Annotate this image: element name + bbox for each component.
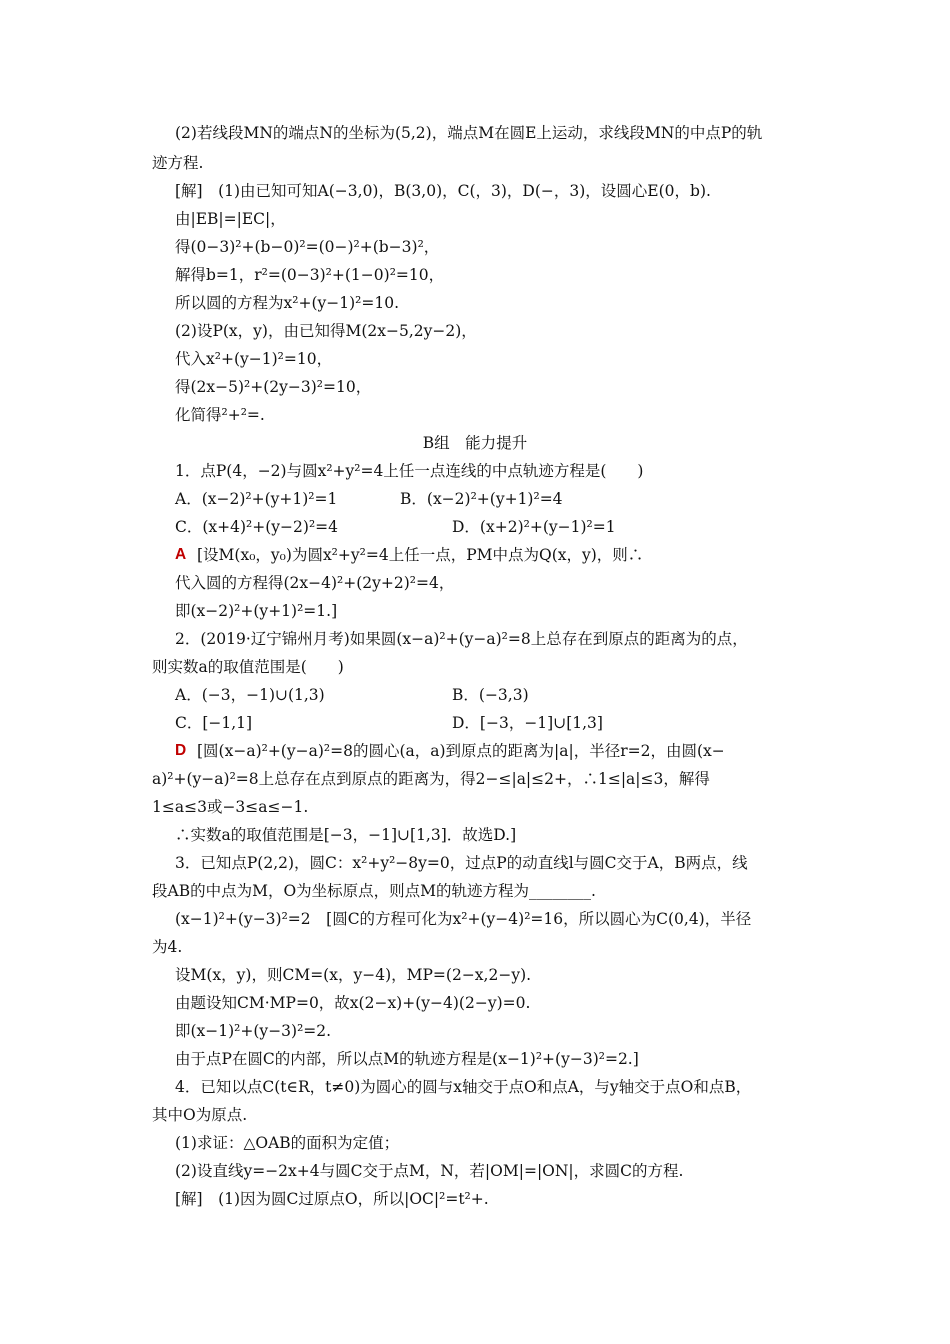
text-line: 由于点P在圆C的内部，所以点M的轨迹方程是(x−1)²+(y−3)²=2.] (175, 1050, 639, 1068)
text-line: 为4. (152, 938, 183, 956)
option-a: A．(x−2)²+(y+1)²=1 (175, 490, 338, 508)
text-line: 代入圆的方程得(2x−4)²+(2y+2)²=4， (175, 574, 455, 592)
text-line: (x−1)²+(y−3)²=2 [圆C的方程可化为x²+(y−4)²=16，所以圆心为C(0,4)，半径 (175, 910, 752, 928)
option-b: B．(x−2)²+(y+1)²=4 (400, 490, 563, 508)
question-2: 2．(2019·辽宁锦州月考)如果圆(x−a)²+(y−a)²=8上总存在到原点的距离为的点， (175, 630, 748, 648)
text-line: 得(0−3)²+(b−0)²=(0−)²+(b−3)²， (175, 238, 440, 256)
text-line: 设M(x，y)，则CM=(x，y−4)，MP=(2−x,2−y). (175, 966, 532, 984)
text-line: 得(2x−5)²+(2y−3)²=10， (175, 378, 372, 396)
text-line: [圆(x−a)²+(y−a)²=8的圆心(a，a)到原点的距离为|a|，半径r=2，由圆(x− (197, 742, 725, 760)
question-4: 4．已知以点C(t∈R，t≠0)为圆心的圆与x轴交于点O和点A，与y轴交于点O和点B， (175, 1078, 752, 1096)
answer-letter: A (175, 546, 187, 563)
text-line: 代入x²+(y−1)²=10， (175, 350, 333, 368)
text-line: (2)设P(x，y)，由已知得M(2x−5,2y−2)， (175, 322, 477, 340)
question-1: 1．点P(4，−2)与圆x²+y²=4上任一点连线的中点轨迹方程是( ) (175, 462, 644, 480)
text-line: 即(x−1)²+(y−3)²=2. (175, 1022, 332, 1040)
text-line: 段AB的中点为M，O为坐标原点，则点M的轨迹方程为________. (152, 882, 596, 900)
text-line: 1≤a≤3或−3≤a≤−1. (152, 798, 309, 816)
text-line: 即(x−2)²+(y+1)²=1.] (175, 602, 338, 620)
text-line: 其中O为原点. (152, 1106, 248, 1124)
option-d: D．[−3，−1]∪[1,3] (452, 714, 603, 732)
option-b: B．(−3,3) (452, 686, 529, 704)
text-line: a)²+(y−a)²=8上总存在点到原点的距离为，得2−≤|a|≤2+，∴1≤|a|≤3，解得 (152, 770, 710, 788)
text-line: 解得b=1，r²=(0−3)²+(1−0)²=10， (175, 266, 445, 284)
text-line: [解] (1)由已知可知A(−3,0)，B(3,0)，C(，3)，D(−，3)，设圆心E(0，b). (175, 182, 711, 200)
answer-letter: D (175, 742, 187, 759)
text-line: ∴实数a的取值范围是[−3，−1]∪[1,3]．故选D.] (175, 826, 517, 844)
section-heading: B组 能力提升 (422, 434, 528, 452)
text-line: (2)设直线y=−2x+4与圆C交于点M，N，若|OM|=|ON|，求圆C的方程. (175, 1162, 684, 1180)
option-d: D．(x+2)²+(y−1)²=1 (452, 518, 616, 536)
text-line: 所以圆的方程为x²+(y−1)²=10. (175, 294, 399, 312)
option-c: C．(x+4)²+(y−2)²=4 (175, 518, 339, 536)
text-line: 由|EB|=|EC|， (175, 210, 286, 228)
question-3: 3．已知点P(2,2)，圆C：x²+y²−8y=0，过点P的动直线l与圆C交于A，B两点，线 (175, 854, 748, 872)
text-line: 由题设知CM·MP=0，故x(2−x)+(y−4)(2−y)=0. (175, 994, 531, 1012)
text-line: 则实数a的取值范围是( ) (152, 658, 344, 676)
text-line: [解] (1)因为圆C过原点O，所以|OC|²=t²+. (175, 1190, 489, 1208)
text-line: (2)若线段MN的端点N的坐标为(5,2)，端点M在圆E上运动，求线段MN的中点P的轨 (175, 124, 763, 142)
option-a: A．(−3，−1)∪(1,3) (175, 686, 325, 704)
text-line: [设M(x₀，y₀)为圆x²+y²=4上任一点，PM中点为Q(x，y)，则∴ (197, 546, 644, 564)
text-line: 迹方程. (152, 154, 204, 172)
text-line: (1)求证：△OAB的面积为定值； (175, 1134, 400, 1152)
option-c: C．[−1,1] (175, 714, 253, 732)
text-line: 化简得²+²=. (175, 406, 265, 424)
